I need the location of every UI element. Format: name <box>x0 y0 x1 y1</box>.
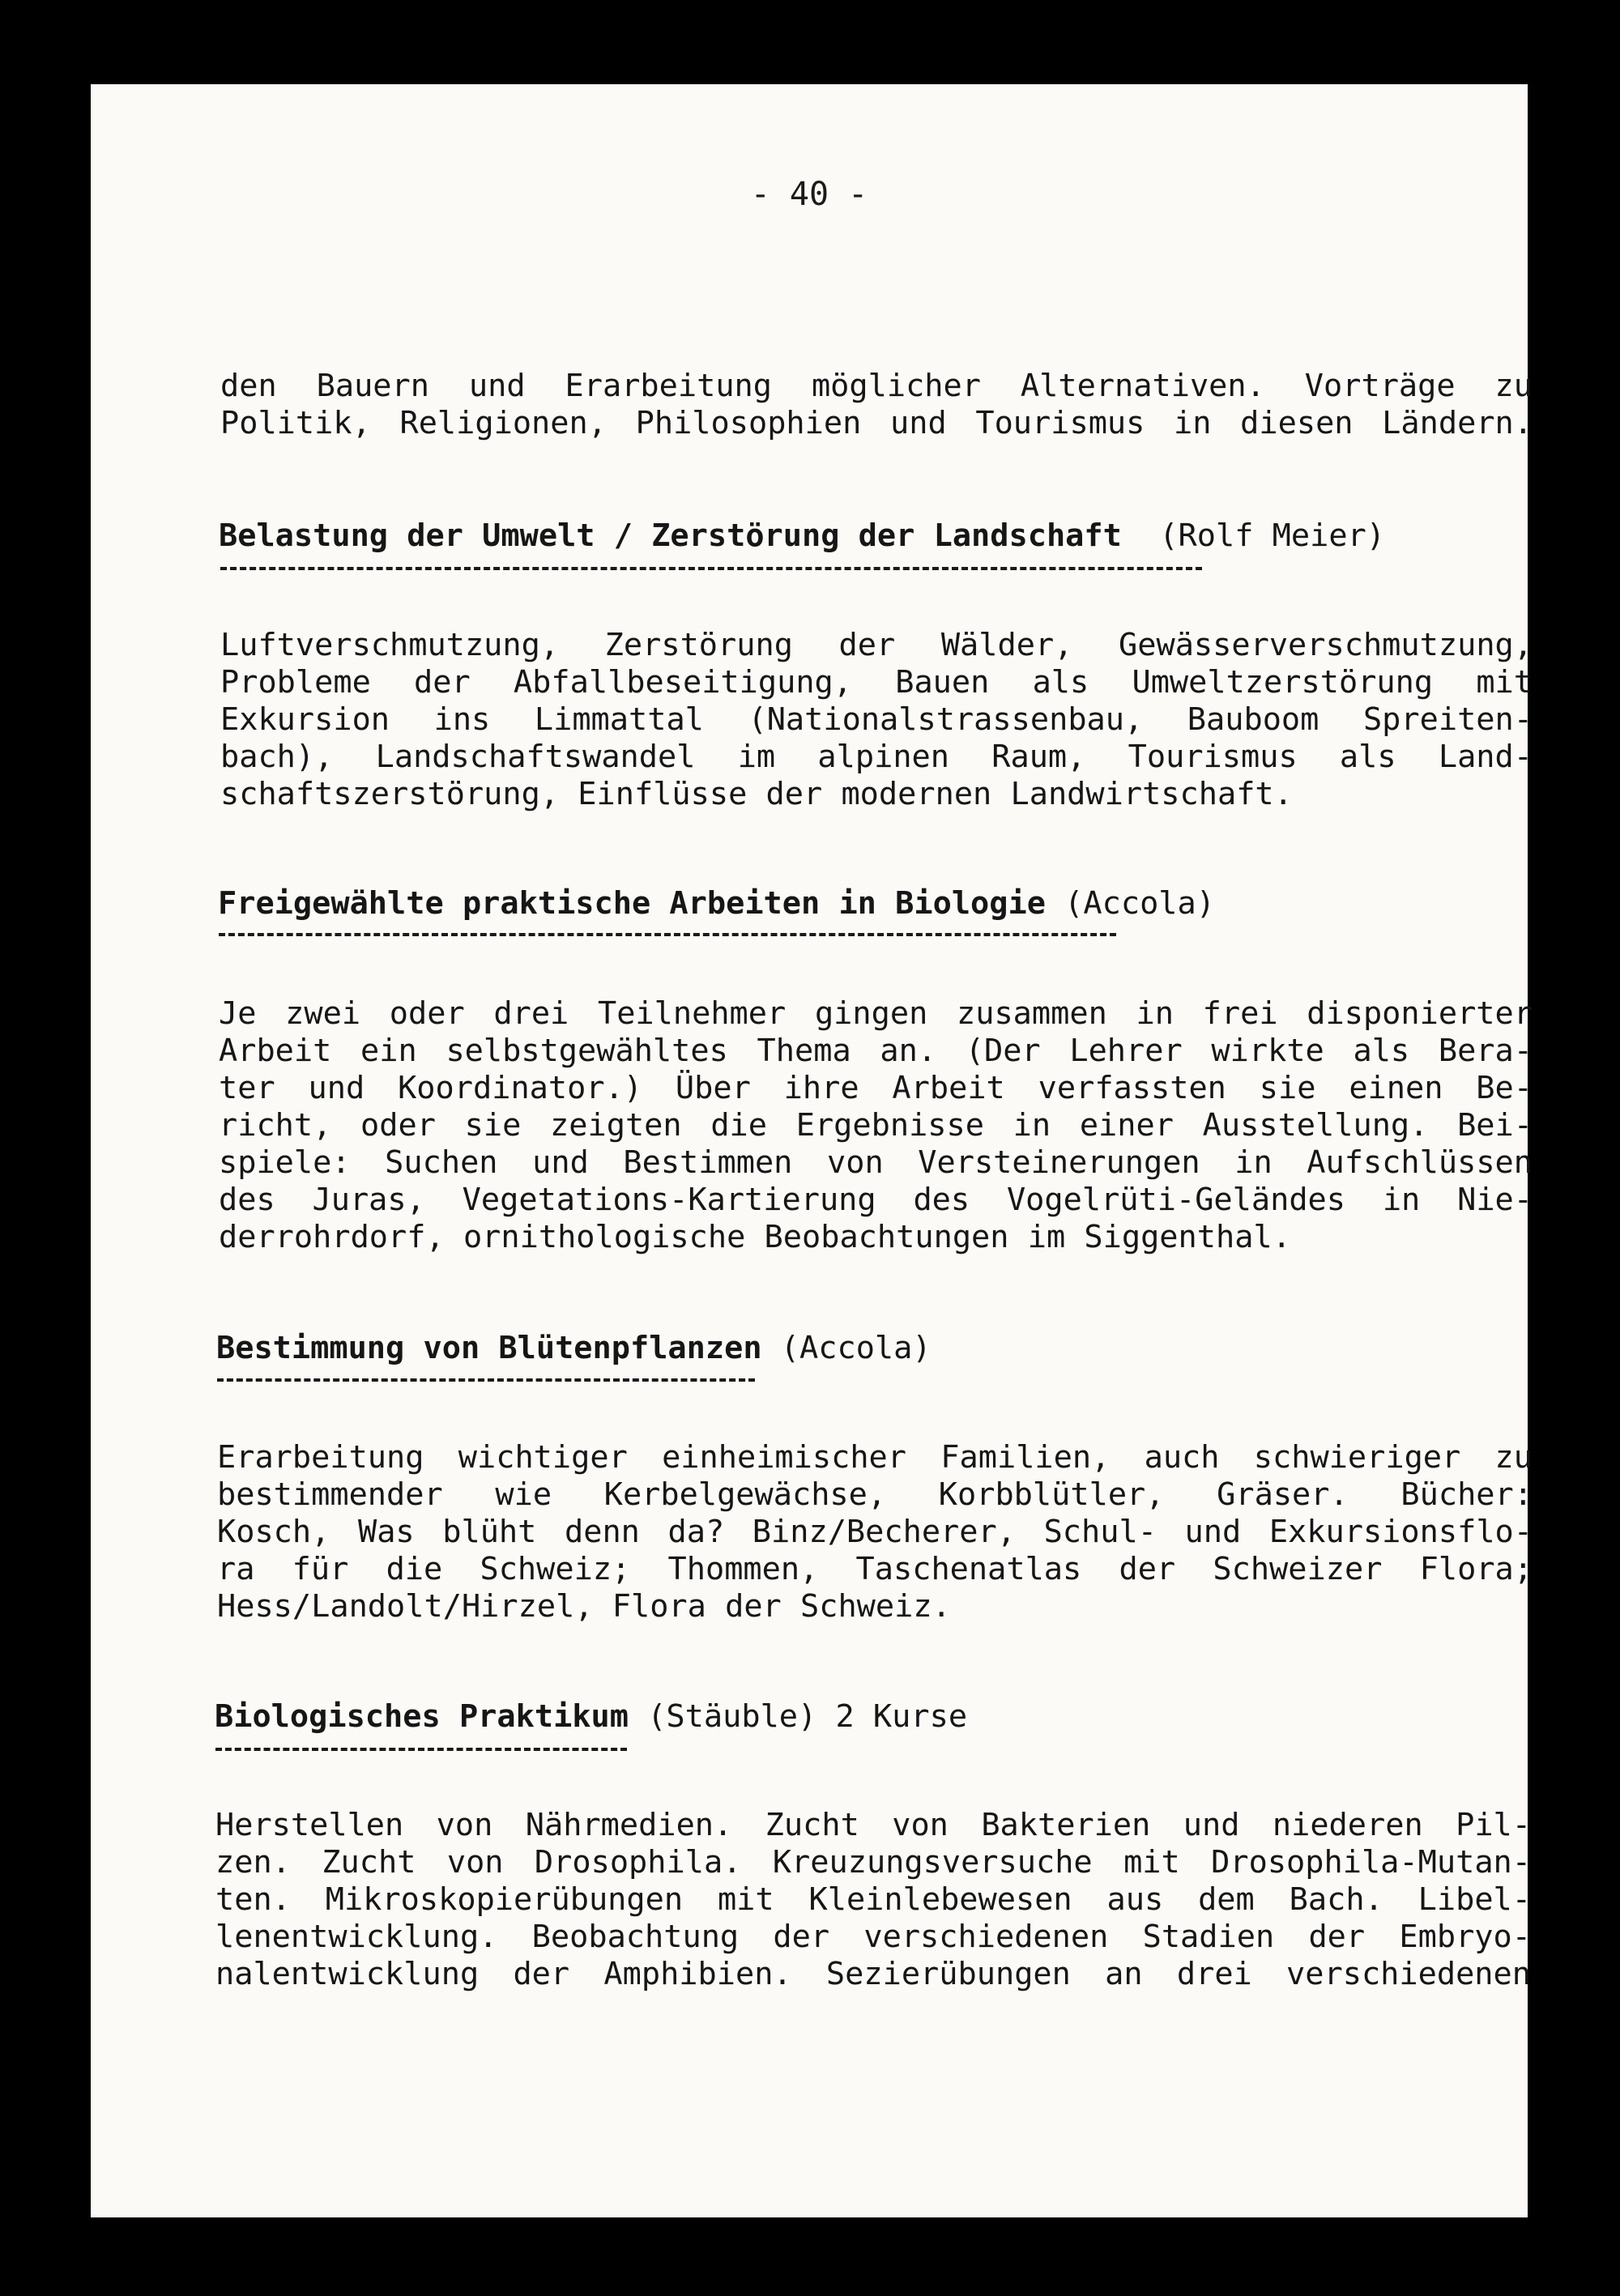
heading-underline <box>219 933 1116 936</box>
intro-line: den Bauern und Erarbeitung möglicher Alternativen. Vorträge zu <box>220 368 1533 404</box>
page-number: - 40 - <box>750 176 868 213</box>
section-heading <box>216 1330 932 1367</box>
body-line: Arbeit ein selbstgewähltes Thema an. (Der Lehrer wirkte als Bera- <box>219 1033 1533 1069</box>
section-title: Belastung der Umwelt / Zerstörung der Landschaft <box>219 518 1122 554</box>
intro-line: Politik, Religionen, Philosophien und Tourismus in diesen Ländern. <box>220 405 1533 441</box>
body-line: ter und Koordinator.) Über ihre Arbeit verfassten sie einen Be- <box>219 1070 1533 1106</box>
body-line: lenentwicklung. Beobachtung der verschiedenen Stadien der Embryo- <box>215 1919 1531 1955</box>
section-author: (Stäuble) 2 Kurse <box>628 1698 968 1735</box>
section-title: Bestimmung von Blütenpflanzen <box>216 1330 762 1366</box>
body-line: Erarbeitung wichtiger einheimischer Familien, auch schwieriger zu <box>217 1439 1533 1476</box>
body-line: ten. Mikroskopierübungen mit Kleinlebewesen aus dem Bach. Libel- <box>215 1881 1531 1918</box>
body-line: bach), Landschaftswandel im alpinen Raum, Tourismus als Land- <box>220 739 1533 775</box>
body-line: nalentwicklung der Amphibien. Sezierübungen an drei verschiedenen <box>215 1956 1531 1992</box>
body-line: zen. Zucht von Drosophila. Kreuzungsversuche mit Drosophila-Mutan- <box>215 1844 1531 1881</box>
section-title: Freigewählte praktische Arbeiten in Biologie <box>218 885 1046 922</box>
body-line: Hess/Landolt/Hirzel, Flora der Schweiz. <box>217 1588 951 1625</box>
section-heading <box>218 885 1215 922</box>
body-line: Je zwei oder drei Teilnehmer gingen zusammen in frei disponierter <box>219 995 1533 1032</box>
section-heading <box>215 1698 967 1736</box>
section-author: (Accola) <box>1045 885 1215 922</box>
body-line: Probleme der Abfallbeseitigung, Bauen als Umweltzerstörung mit <box>220 664 1533 701</box>
section-title: Biologisches Praktikum <box>215 1698 629 1735</box>
body-line: schaftszerstörung, Einflüsse der modernen Landwirtschaft. <box>220 776 1293 812</box>
document-page <box>91 84 1533 2217</box>
body-line: Kosch, Was blüht denn da? Binz/Becherer, Schul- und Exkursionsflo- <box>217 1514 1533 1550</box>
body-line: Herstellen von Nährmedien. Zucht von Bakterien und niederen Pil- <box>215 1807 1531 1843</box>
heading-underline <box>215 1748 627 1751</box>
body-line: richt, oder sie zeigten die Ergebnisse in einer Ausstellung. Bei- <box>219 1107 1533 1144</box>
body-line: derrohrdorf, ornithologische Beobachtungen im Siggenthal. <box>219 1219 1291 1255</box>
section-author: (Accola) <box>761 1330 932 1366</box>
body-line: Luftverschmutzung, Zerstörung der Wälder, Gewässerverschmutzung, <box>220 627 1533 663</box>
body-line: des Juras, Vegetations-Kartierung des Vogelrüti-Geländes in Nie- <box>219 1182 1533 1218</box>
body-line: bestimmender wie Kerbelgewächse, Korbblütler, Gräser. Bücher: <box>217 1476 1533 1513</box>
heading-underline <box>220 567 1202 570</box>
body-line: Exkursion ins Limmattal (Nationalstrassenbau, Bauboom Spreiten- <box>220 701 1533 738</box>
heading-underline <box>217 1378 755 1382</box>
section-heading <box>219 518 1385 555</box>
body-line: ra für die Schweiz; Thommen, Taschenatlas der Schweizer Flora; <box>217 1551 1533 1587</box>
section-author: (Rolf Meier) <box>1121 518 1386 554</box>
body-line: spiele: Suchen und Bestimmen von Versteinerungen in Aufschlüssen <box>219 1144 1533 1181</box>
